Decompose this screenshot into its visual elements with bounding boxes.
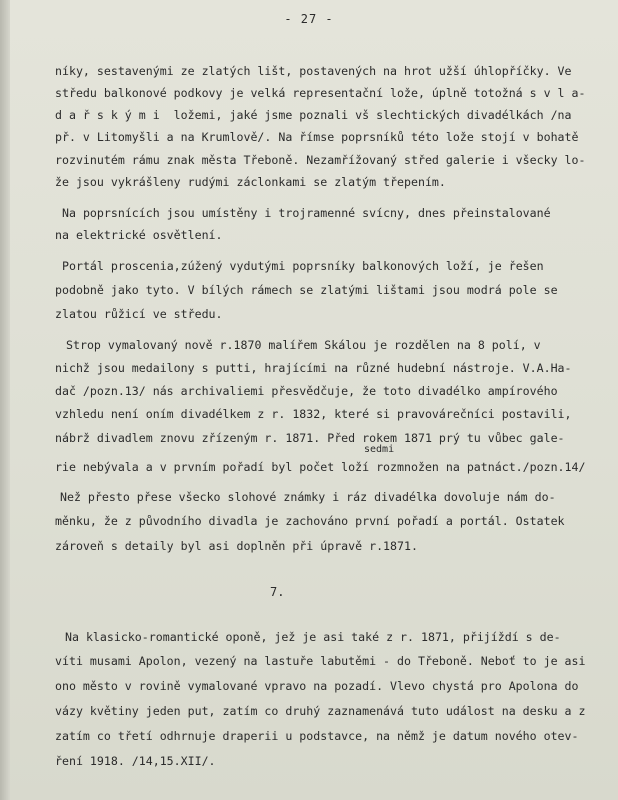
- text-line: podobně jako tyto. V bílých rámech se zlatými lištami jsou modrá pole se: [55, 283, 558, 297]
- text-line: př. v Litomyšli a na Krumlově/. Na římse poprsníků této lože stojí v bohatě: [55, 130, 579, 144]
- text-line: rozvinutém rámu znak města Třeboně. Nezamřížovaný střed galerie i všecky lo-: [55, 153, 586, 167]
- text-line: Strop vymalovaný nově r.1870 malířem Skálou je rozdělen na 8 polí, v: [66, 338, 541, 352]
- text-line: na elektrické osvětlení.: [55, 228, 223, 242]
- text-line: vzhledu není oním divadélkem z r. 1832, které si pravovárečníci postavili,: [55, 407, 572, 421]
- text-line: ření 1918. /14,15.XII/.: [55, 754, 216, 768]
- text-line: že jsou vykrášleny rudými záclonkami se zlatým třepením.: [55, 175, 446, 189]
- text-line: zároveň s detaily byl asi doplněn při úpravě r.1871.: [55, 539, 418, 553]
- text-line: ono město v rovině vymalované vpravo na pozadí. Vlevo chystá pro Apolona do: [55, 679, 579, 693]
- book-spine-shadow: [0, 0, 10, 800]
- text-line: měnku, že z původního divadla je zachováno první pořadí a portál. Ostatek: [55, 514, 565, 528]
- page-number: - 27 -: [284, 12, 334, 26]
- text-line: d a ř s k ý m i ložemi, jaké jsme poznali vš slechtických divadélkách /na: [55, 108, 572, 122]
- text-line: zlatou růžicí ve středu.: [55, 307, 223, 321]
- text-line: nábrž divadlem znovu zřízeným r. 1871. Před rokem 1871 prý tu vůbec gale-: [55, 431, 565, 445]
- text-line: rie nebývala a v prvním pořadí byl počet loží rozmnožen na patnáct./pozn.14/: [55, 460, 586, 474]
- text-line: Na klasicko-romantické oponě, jež je asi také z r. 1871, přijíždí s de-: [65, 630, 561, 644]
- text-line: víti musami Apolon, vezený na lastuře labutěmi - do Třeboně. Neboť to je asi: [55, 654, 586, 668]
- section-number: 7.: [270, 585, 285, 599]
- text-line: zatím co třetí odhrnuje draperii u podstavce, na němž je datum nového otev-: [55, 729, 579, 743]
- text-line: Než přesto přese všecko slohové známky i ráz divadélka dovoluje nám do-: [60, 490, 556, 504]
- text-line: Portál proscenia,zúžený vydutými poprsníky balkonových loží, je řešen: [62, 259, 544, 273]
- text-line: Na poprsnících jsou umístěny i trojramenné svícny, dnes přeinstalované: [62, 206, 551, 220]
- text-line: vázy květiny jeden put, zatím co druhý zaznamenává tuto událost na desku a z: [55, 704, 586, 718]
- handwritten-insertion: sedmi: [364, 444, 395, 455]
- text-line: níky, sestavenými ze zlatých lišt, postavených na hrot užší úhlopříčky. Ve: [55, 64, 572, 78]
- text-line: středu balkonové podkovy je velká representační lože, úplně totožná s v l a-: [55, 86, 586, 100]
- text-line: dač /pozn.13/ nás archivaliemi přesvědčuje, že toto divadélko ampírového: [55, 384, 558, 398]
- text-line: nichž jsou medailony s putti, hrajícími na různé hudební nástroje. V.A.Ha-: [55, 361, 572, 375]
